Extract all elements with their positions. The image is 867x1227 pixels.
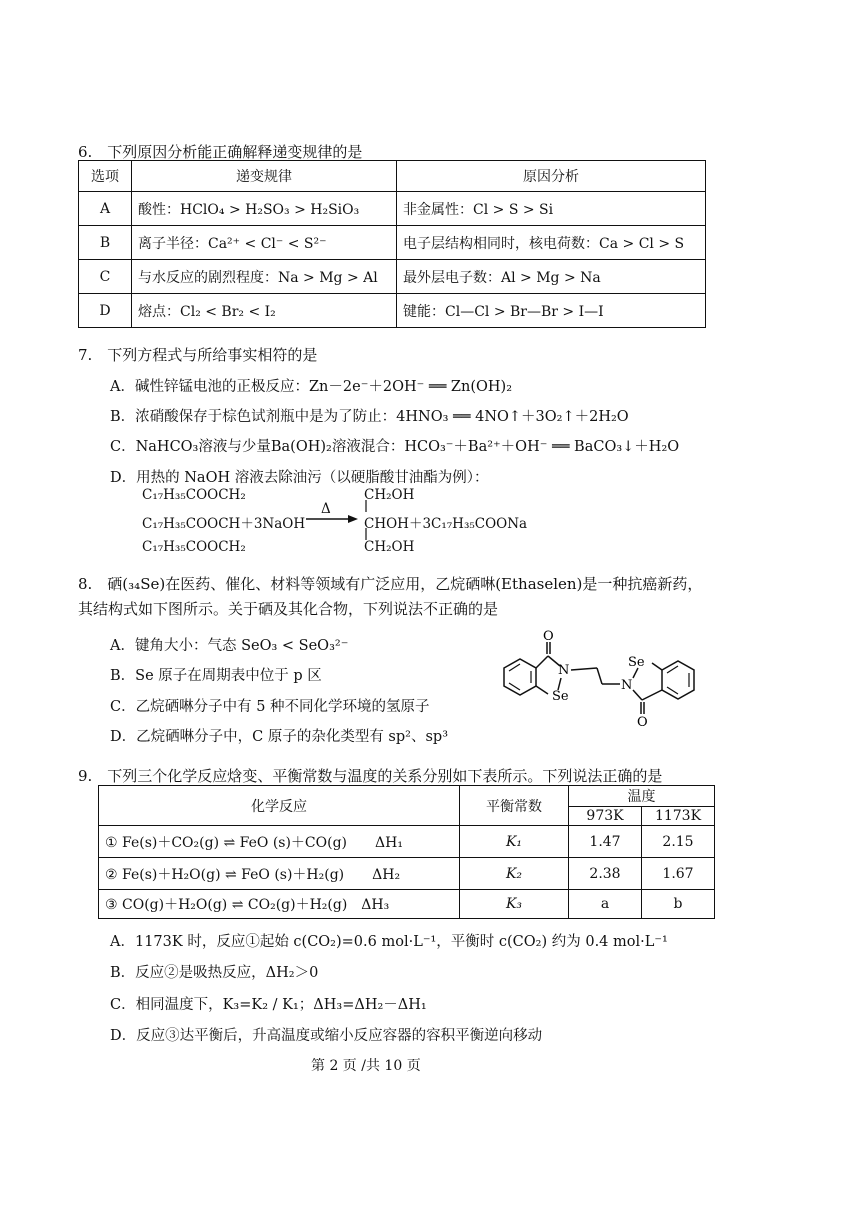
n-left: N [558,663,570,678]
eq-left-line1: C₁₇H₃₅COOCH₂ [142,487,246,503]
table-row [79,192,706,226]
q9-option-a: A．1173K 时，反应①起始 c(CO₂)=0.6 mol·L⁻¹，平衡时 c(CO₂) 约为 0.4 mol·L⁻¹ [110,934,668,950]
row-reason: 电子层结构相同时，核电荷数：Ca > Cl > S [397,226,706,260]
row-973k: 1.47 [569,826,642,858]
n-right: N [621,678,633,693]
table-row [79,226,706,260]
q6-table [78,160,706,328]
col-header-option: 选项 [79,161,132,192]
q9-option-d: D．反应③达平衡后，升高温度或缩小反应容器的容积平衡逆向移动 [110,1028,543,1044]
col-header-1173k: 1173K [642,807,715,826]
q7-option-b: B．浓硝酸保存于棕色试剂瓶中是为了防止：4HNO₃ ══ 4NO↑＋3O₂↑＋2H₂O [110,409,629,425]
row-reason: 最外层电子数：Al > Mg > Na [397,260,706,294]
q8-stem-line2: 其结构式如下图所示。关于硒及其化合物，下列说法不正确的是 [78,600,499,618]
row-reason: 键能：Cl—Cl > Br—Br > I—I [397,294,706,328]
row-973k: 2.38 [569,858,642,890]
carbonyl-o-right: O [637,715,648,728]
row-option: A [79,192,132,226]
q9-table [98,785,715,919]
se-left: Se [552,689,569,704]
q8-option-d: D．乙烷硒啉分子中，C 原子的杂化类型有 sp²、sp³ [110,729,449,745]
row-k: K₂ [460,858,569,890]
eq-right-line3: CH₂OH [364,539,415,555]
page-footer: 第 2 页 /共 10 页 [311,1058,421,1074]
row-973k: a [569,890,642,919]
q7-option-a: A．碱性锌锰电池的正极反应：Zn－2e⁻＋2OH⁻ ══ Zn(OH)₂ [110,379,513,395]
col-header-973k: 973K [569,807,642,826]
col-header-reason: 原因分析 [397,161,706,192]
ethaselen-structure [490,628,705,728]
q9-stem: 9. 下列三个化学反应焓变、平衡常数与温度的关系分别如下表所示。下列说法正确的是 [78,767,663,785]
q8-option-c: C．乙烷硒啉分子中有 5 种不同化学环境的氢原子 [110,699,430,715]
row-rule: 与水反应的剧烈程度：Na > Mg > Al [132,260,397,294]
q8-option-a: A．键角大小：气态 SeO₃ < SeO₃²⁻ [110,638,349,654]
q7-option-c: C．NaHCO₃溶液与少量Ba(OH)₂溶液混合：HCO₃⁻＋Ba²⁺＋OH⁻ ══ BaCO₃↓＋H₂O [110,439,680,455]
table-header-row [99,786,715,807]
eq-right-line2: CHOH＋3C₁₇H₃₅COONa [364,516,528,532]
col-header-k: 平衡常数 [460,786,569,826]
table-row [99,826,715,858]
row-k: K₃ [460,890,569,919]
row-rule: 离子半径：Ca²⁺ < Cl⁻ < S²⁻ [132,226,397,260]
eq-right-line1: CH₂OH [364,487,415,503]
row-1173k: b [642,890,715,919]
row-reaction: ③ CO(g)＋H₂O(g) ⇌ CO₂(g)＋H₂(g) ΔH₃ [99,890,460,919]
q7-option-d: D．用热的 NaOH 溶液去除油污（以硬脂酸甘油酯为例）： [110,470,489,486]
row-reason: 非金属性：Cl > S > Si [397,192,706,226]
col-header-rule: 递变规律 [132,161,397,192]
q6-stem: 6. 下列原因分析能正确解释递变规律的是 [78,143,363,161]
row-option: B [79,226,132,260]
col-header-temp: 温度 [569,786,715,807]
table-row [79,260,706,294]
carbonyl-o-left: O [543,629,554,644]
row-1173k: 1.67 [642,858,715,890]
q8-stem-line1: 8. 硒(₃₄Se)在医药、催化、材料等领域有广泛应用，乙烷硒啉(Ethaselen)是一种抗癌新药， [78,575,703,593]
se-right: Se [628,655,645,670]
glycerol-bonds [364,500,368,550]
row-k: K₁ [460,826,569,858]
row-rule: 酸性：HClO₄ > H₂SO₃ > H₂SiO₃ [132,192,397,226]
q8-option-b: B．Se 原子在周期表中位于 p 区 [110,668,322,684]
reaction-arrow-icon [306,512,358,526]
row-reaction: ① Fe(s)＋CO₂(g) ⇌ FeO (s)＋CO(g) ΔH₁ [99,826,460,858]
eq-left-line2: C₁₇H₃₅COOCH＋3NaOH [142,516,306,532]
table-row [99,858,715,890]
row-reaction: ② Fe(s)＋H₂O(g) ⇌ FeO (s)＋H₂(g) ΔH₂ [99,858,460,890]
q7-stem: 7. 下列方程式与所给事实相符的是 [78,346,318,364]
row-option: C [79,260,132,294]
col-header-reaction: 化学反应 [99,786,460,826]
q9-option-c: C．相同温度下，K₃=K₂ / K₁；ΔH₃=ΔH₂－ΔH₁ [110,997,427,1013]
row-rule: 熔点：Cl₂ < Br₂ < I₂ [132,294,397,328]
table-row [99,890,715,919]
table-row [79,294,706,328]
q9-option-b: B．反应②是吸热反应，ΔH₂＞0 [110,965,319,981]
eq-left-line3: C₁₇H₃₅COOCH₂ [142,539,246,555]
table-header-row [79,161,706,192]
row-option: D [79,294,132,328]
row-1173k: 2.15 [642,826,715,858]
eq-condition: Δ [321,501,331,517]
